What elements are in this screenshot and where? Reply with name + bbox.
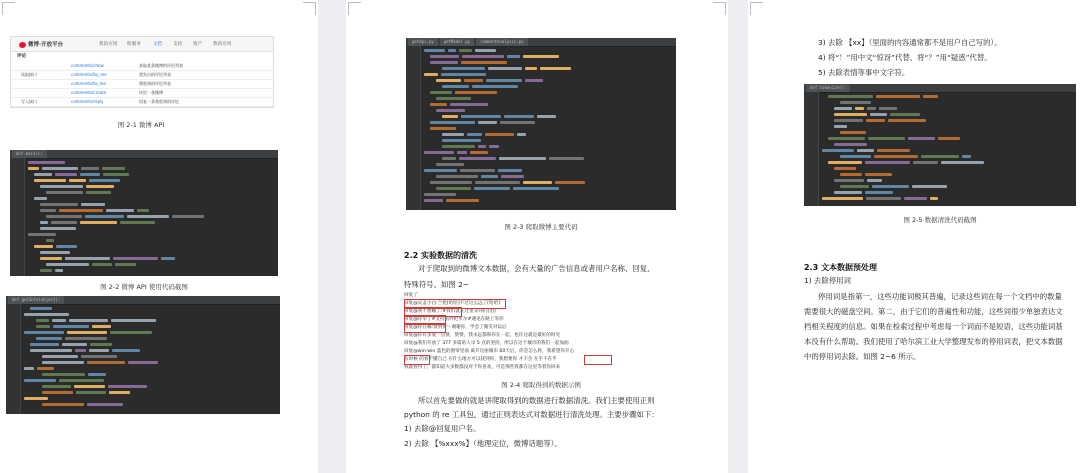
code-glyph-bar <box>40 203 78 206</box>
crawled-data-sample-figure <box>404 292 674 374</box>
code-glyph-bar <box>103 173 129 176</box>
code-glyph-bar <box>161 257 175 260</box>
code-glyph-bar <box>92 325 111 328</box>
code-glyph-bar <box>436 175 478 178</box>
code-glyph-bar <box>24 331 64 334</box>
code-glyph-bar <box>115 263 136 266</box>
code-glyph-bar <box>80 173 100 176</box>
table-row: comments/to_me 我收到的评论列表 <box>11 79 273 89</box>
code-glyph-bar <box>424 193 456 196</box>
code-screenshot-fig23 <box>406 38 676 210</box>
code-glyph-bar <box>834 143 867 146</box>
code-glyph-bar <box>475 49 496 52</box>
code-glyph-bar <box>461 61 507 64</box>
code-glyph-bar <box>69 319 108 322</box>
code-glyph-bar <box>92 263 112 266</box>
code-screenshot-getinfo <box>6 296 280 414</box>
code-glyph-bar <box>442 115 458 118</box>
code-glyph-bar <box>436 187 471 190</box>
document-page-1 <box>0 0 318 473</box>
code-glyph-bar <box>523 55 559 58</box>
nav-item[interactable]: 支持 <box>173 42 183 47</box>
sample-line: 有时候 的看不懂自己 在什么地方可以找到你，我想要你 才不会 在乎不在乎 <box>404 357 557 362</box>
code-glyph-bar <box>42 385 71 388</box>
code-glyph-bar <box>478 121 497 124</box>
nav-item[interactable]: 我的应用 <box>99 42 118 47</box>
code-glyph-bar <box>42 361 84 364</box>
code-glyph-bar <box>828 95 873 98</box>
code-glyph-bar <box>42 391 73 394</box>
sample-line: 回复@你早了#支持去呼伦贝尔#遇见在路上等你 <box>404 317 504 322</box>
code-glyph-bar <box>36 319 49 322</box>
paragraph-line: 特殊符号。如图 2~ <box>404 280 469 289</box>
code-glyph-bar <box>430 181 472 184</box>
code-glyph-bar <box>436 79 461 82</box>
sample-line: 回复@你有多爱一点赞，赞赞，我永远都和你在一起，也许这就是最好的时光 <box>404 333 561 338</box>
document-page-2 <box>346 0 728 473</box>
paragraph-line: 本没有什么帮助。我们使用了哈尔滨工业大学整理发布的停用词表，把文本数据 <box>804 337 1063 346</box>
code-glyph-bar <box>828 161 862 164</box>
code-glyph-bar <box>88 373 106 376</box>
code-glyph-bar <box>86 185 114 188</box>
code-glyph-bar <box>24 367 34 370</box>
code-glyph-bar <box>486 79 522 82</box>
code-glyph-bar <box>34 179 66 182</box>
paragraph-line: 中的停用词去除。如图 2~6 所示。 <box>804 352 921 361</box>
code-glyph-bar <box>51 221 77 224</box>
code-glyph-bar <box>34 245 53 248</box>
code-glyph-bar <box>475 181 520 184</box>
code-glyph-bar <box>430 61 458 64</box>
table-row: comments/show 获取某条微博的评论列表 <box>11 61 273 71</box>
figure-caption: 图 2-4 爬取得到的数据示例 <box>501 381 581 389</box>
code-glyph-bar <box>888 119 926 122</box>
code-glyph-bar <box>834 191 862 194</box>
code-glyph-bar <box>908 137 935 140</box>
code-glyph-bar <box>921 155 959 158</box>
code-glyph-bar <box>549 157 584 160</box>
code-glyph-bar <box>828 137 865 140</box>
code-glyph-bar <box>938 137 960 140</box>
code-glyph-bar <box>430 121 475 124</box>
code-glyph-bar <box>840 173 862 176</box>
code-glyph-bar <box>474 187 510 190</box>
code-glyph-bar <box>855 107 864 110</box>
code-glyph-bar <box>867 179 882 182</box>
code-glyph-bar <box>46 191 83 194</box>
code-glyph-bar <box>81 167 99 170</box>
code-glyph-bar <box>442 85 469 88</box>
code-glyph-bar <box>525 79 543 82</box>
code-glyph-bar <box>442 67 485 70</box>
code-glyph-bar <box>840 131 866 134</box>
code-glyph-bar <box>537 115 556 118</box>
highlight-box <box>584 355 612 365</box>
sample-line: 回复@我们开放了 377 多篇的人早 5 点的坚持，所以在这个城市的我们一起加油 <box>404 341 569 346</box>
code-glyph-bar <box>436 97 471 100</box>
figure-caption: 图 2-2 微博 API 使用代码截图 <box>100 283 188 291</box>
code-glyph-bar <box>834 167 856 170</box>
nav-item[interactable]: 资产 <box>193 42 203 47</box>
code-glyph-bar <box>424 169 457 172</box>
paragraph-line: 对于爬取到的微博文本数据，会有大量的广告信息或者用户名称、回复、 <box>418 264 655 273</box>
code-glyph-bar <box>498 169 522 172</box>
list-item: 2) 去除 【%xxx%】（地理定位，微博话题等）。 <box>404 439 562 448</box>
crop-mark <box>713 2 726 15</box>
crop-mark <box>303 2 316 15</box>
code-glyph-bar <box>87 403 123 406</box>
code-glyph-bar <box>442 157 456 160</box>
code-glyph-bar <box>80 221 117 224</box>
code-glyph-bar <box>56 245 77 248</box>
code-glyph-bar <box>442 145 475 148</box>
code-glyph-bar <box>436 163 464 166</box>
code-glyph-bar <box>489 145 499 148</box>
code-glyph-bar <box>24 313 69 316</box>
editor-tab[interactable]: def main(): <box>12 150 47 158</box>
code-glyph-bar <box>55 269 63 272</box>
paragraph-line: python 的 re 工具包，通过正则表达式对数据进行清洗处理。主要步骤如下： <box>404 410 659 419</box>
code-glyph-bar <box>507 55 520 58</box>
paragraph-line: 停用词是指第一，这些功能词极其普遍，记录这些词在每一个文档中的数量 <box>818 292 1062 301</box>
code-glyph-bar <box>430 103 447 106</box>
code-glyph-bar <box>65 337 107 340</box>
highlight-box <box>404 323 446 333</box>
code-glyph-bar <box>36 325 50 328</box>
code-glyph-bar <box>868 137 905 140</box>
code-glyph-bar <box>430 55 459 58</box>
code-glyph-bar <box>470 151 488 154</box>
code-glyph-bar <box>40 227 76 230</box>
table-row: comments/create 评论一条微博 <box>11 88 273 98</box>
code-glyph-bar <box>40 251 70 254</box>
code-glyph-bar <box>52 319 66 322</box>
code-glyph-bar <box>59 379 104 382</box>
code-glyph-bar <box>461 115 501 118</box>
code-glyph-bar <box>904 197 927 200</box>
code-glyph-bar <box>430 91 452 94</box>
code-glyph-bar <box>36 337 62 340</box>
code-glyph-bar <box>42 167 78 170</box>
code-glyph-bar <box>55 173 77 176</box>
code-glyph-bar <box>424 49 445 52</box>
list-item: 5) 去除表情等事中文字符。 <box>818 68 910 77</box>
code-glyph-bar <box>24 397 48 400</box>
code-glyph-bar <box>85 215 124 218</box>
code-glyph-bar <box>460 169 495 172</box>
code-glyph-bar <box>513 187 559 190</box>
code-glyph-bar <box>424 151 454 154</box>
code-glyph-bar <box>912 185 947 188</box>
crop-mark <box>2 2 15 15</box>
figure-caption: 图 2-1 微博 API <box>117 121 165 129</box>
code-glyph-bar <box>436 109 465 112</box>
paragraph-line: 需要很大的磁盘空间。第二，由于它们的普遍性和功能，这些词很少单独表达文 <box>804 307 1063 316</box>
code-glyph-bar <box>90 343 112 346</box>
code-glyph-bar <box>46 263 89 266</box>
code-glyph-bar <box>834 179 864 182</box>
code-glyph-bar <box>424 199 443 202</box>
code-glyph-bar <box>834 107 852 110</box>
list-item: 4) 将“！”用中文“惊讶”代替、将“？”用“疑惑”代替。 <box>818 53 992 62</box>
code-glyph-bar <box>62 343 87 346</box>
code-glyph-bar <box>46 239 54 242</box>
list-item: 1) 去除@回复用户名。 <box>404 424 481 433</box>
code-glyph-bar <box>872 185 909 188</box>
code-glyph-bar <box>108 385 147 388</box>
list-item: 3) 去除 【xx】（里面的内容通常都不是用户自己写的）。 <box>818 38 1002 47</box>
code-glyph-bar <box>24 379 56 382</box>
code-glyph-bar <box>870 113 887 116</box>
code-glyph-bar <box>430 127 456 130</box>
weibo-logo: 微博·开放平台 <box>19 40 63 48</box>
code-glyph-bar <box>450 103 488 106</box>
code-glyph-bar <box>866 197 901 200</box>
code-glyph-bar <box>459 49 472 52</box>
code-glyph-bar <box>462 55 504 58</box>
code-glyph-bar <box>822 149 854 152</box>
code-glyph-bar <box>106 209 134 212</box>
editor-tab[interactable]: def tokenize(): <box>806 84 850 92</box>
code-glyph-bar <box>517 133 526 136</box>
code-glyph-bar <box>40 209 56 212</box>
code-glyph-bar <box>40 269 52 272</box>
crop-mark <box>750 2 763 15</box>
code-glyph-bar <box>834 125 847 128</box>
code-glyph-bar <box>67 331 107 334</box>
code-glyph-bar <box>485 133 514 136</box>
code-glyph-bar <box>127 215 169 218</box>
code-glyph-bar <box>113 257 158 260</box>
sample-line: 回复@吴孟小白:兰伦[哈哈]不过这么远了[哈哈] <box>404 301 500 306</box>
code-screenshot-fig22 <box>10 150 278 276</box>
code-glyph-bar <box>481 175 498 178</box>
code-glyph-bar <box>69 179 86 182</box>
code-glyph-bar <box>40 221 48 224</box>
code-glyph-bar <box>504 115 534 118</box>
paragraph-line: 档相关程度的信息。如果在检索过程中考虑每一个词而不是短语，这些功能词基 <box>804 322 1063 331</box>
section-label: 评论 <box>17 54 27 59</box>
code-glyph-bar <box>865 161 910 164</box>
editor-tab[interactable]: getApi.py <box>408 38 438 46</box>
code-glyph-bar <box>120 221 155 224</box>
code-glyph-bar <box>42 403 84 406</box>
code-glyph-bar <box>59 209 103 212</box>
code-glyph-bar <box>874 155 918 158</box>
code-glyph-bar <box>877 149 910 152</box>
code-glyph-bar <box>457 151 467 154</box>
code-glyph-bar <box>28 167 39 170</box>
table-row: 读取接口 comments/by_me 我发出的评论列表 <box>11 70 273 80</box>
code-glyph-bar <box>923 95 938 98</box>
code-glyph-bar <box>109 391 130 394</box>
code-glyph-bar <box>30 349 72 352</box>
code-glyph-bar <box>866 119 885 122</box>
figure-caption: 图 2-3 爬取微博主要代码 <box>504 223 578 231</box>
code-glyph-bar <box>472 85 518 88</box>
code-glyph-bar <box>448 49 456 52</box>
code-glyph-bar <box>941 161 984 164</box>
crop-mark <box>348 2 361 15</box>
code-glyph-bar <box>65 257 110 260</box>
code-glyph-bar <box>890 113 920 116</box>
code-glyph-bar <box>913 161 938 164</box>
sample-line: 回复@你在哪:赞赞赞～谢谢你，学会了微笑对以后 <box>404 325 507 330</box>
code-glyph-bar <box>865 173 892 176</box>
code-glyph-bar <box>501 175 524 178</box>
sample-line: 我就看得了，都知道大多数都没对于你喜欢，可是那些我都在这里等着你回来 <box>404 365 561 370</box>
sample-line: 回复@win-win 蓝色的窗帘里面 离开这座城市 60天后，你会怎么样，我希望你开心 <box>404 349 575 354</box>
code-glyph-bar <box>42 373 85 376</box>
sample-line: 回复@我不想睡了:#我们就在这里等你们[泪] <box>404 309 496 314</box>
code-glyph-bar <box>459 157 496 160</box>
code-glyph-bar <box>86 191 111 194</box>
code-glyph-bar <box>30 307 52 310</box>
code-glyph-bar <box>930 197 938 200</box>
code-glyph-bar <box>111 319 156 322</box>
code-glyph-bar <box>110 331 152 334</box>
code-glyph-bar <box>128 361 158 364</box>
code-glyph-bar <box>540 67 571 70</box>
code-glyph-bar <box>525 67 537 70</box>
code-glyph-bar <box>81 203 105 206</box>
code-glyph-bar <box>834 113 867 116</box>
sample-line: 回复了 <box>404 293 418 298</box>
code-glyph-bar <box>488 67 522 70</box>
code-glyph-bar <box>40 185 83 188</box>
code-glyph-bar <box>34 173 52 176</box>
highlight-box <box>404 355 430 365</box>
editor-tab[interactable]: getModel.py <box>440 38 475 46</box>
code-glyph-bar <box>53 325 89 328</box>
code-glyph-bar <box>876 95 920 98</box>
code-glyph-bar <box>42 355 78 358</box>
code-glyph-bar <box>467 133 482 136</box>
code-glyph-bar <box>840 155 871 158</box>
code-glyph-bar <box>464 79 483 82</box>
document-page-3 <box>748 0 1080 473</box>
editor-tab[interactable]: commentAnalysis.py <box>476 38 527 46</box>
code-glyph-bar <box>112 349 140 352</box>
code-glyph-bar <box>40 257 62 260</box>
nav-item-active[interactable]: 文档 <box>153 42 163 47</box>
weibo-api-screenshot <box>10 36 274 108</box>
code-glyph-bar <box>857 149 874 152</box>
code-glyph-bar <box>834 119 863 122</box>
code-glyph-bar <box>102 167 125 170</box>
code-glyph-bar <box>75 349 86 352</box>
code-screenshot-fig25 <box>804 84 1076 206</box>
code-glyph-bar <box>442 133 464 136</box>
code-glyph-bar <box>37 367 54 370</box>
code-glyph-bar <box>172 215 204 218</box>
figure-caption: 图 2-5 数据清洗代码截图 <box>903 216 977 224</box>
section-heading: 2.2 实验数据的清洗 <box>404 251 477 260</box>
editor-tab[interactable]: def getInfo(object): <box>8 296 64 304</box>
code-glyph-bar <box>424 73 438 76</box>
code-glyph-bar <box>499 157 546 160</box>
code-glyph-bar <box>840 185 869 188</box>
nav-item[interactable]: 粉服务 <box>127 42 141 47</box>
table-row: 写入接口 comments/reply 回复一条我收到的评论 <box>11 97 273 107</box>
code-glyph-bar <box>76 391 106 394</box>
code-glyph-bar <box>89 349 109 352</box>
code-glyph-bar <box>81 355 117 358</box>
code-glyph-bar <box>441 73 486 76</box>
nav-item[interactable]: 我的应用 <box>213 42 232 47</box>
code-glyph-bar <box>446 199 479 202</box>
code-glyph-bar <box>28 161 65 164</box>
code-glyph-bar <box>962 155 971 158</box>
paragraph-line: 所以首先要做的就是讲爬取得到的数据进行数据清洗。我们主要使用正则 <box>418 396 655 405</box>
code-glyph-bar <box>523 181 552 184</box>
code-glyph-bar <box>87 361 125 364</box>
code-glyph-bar <box>74 385 105 388</box>
code-glyph-bar <box>46 215 82 218</box>
subsection-heading: 1) 去除停用词 <box>804 276 851 285</box>
code-glyph-bar <box>555 181 585 184</box>
code-glyph-bar <box>867 107 876 110</box>
code-glyph-bar <box>865 191 893 194</box>
code-glyph-bar <box>822 197 863 200</box>
weibo-eye-icon <box>19 42 26 48</box>
code-glyph-bar <box>30 343 59 346</box>
code-glyph-bar <box>500 121 535 124</box>
code-glyph-bar <box>840 101 871 104</box>
code-glyph-bar <box>879 107 897 110</box>
section-heading: 2.3 文本数据预处理 <box>804 263 877 272</box>
weibo-nav-bar <box>11 37 273 52</box>
code-glyph-bar <box>34 197 47 200</box>
code-glyph-bar <box>89 179 120 182</box>
code-glyph-bar <box>455 91 497 94</box>
code-glyph-bar <box>137 209 149 212</box>
code-glyph-bar <box>28 233 56 236</box>
code-glyph-bar <box>442 139 481 142</box>
code-glyph-bar <box>478 145 486 148</box>
